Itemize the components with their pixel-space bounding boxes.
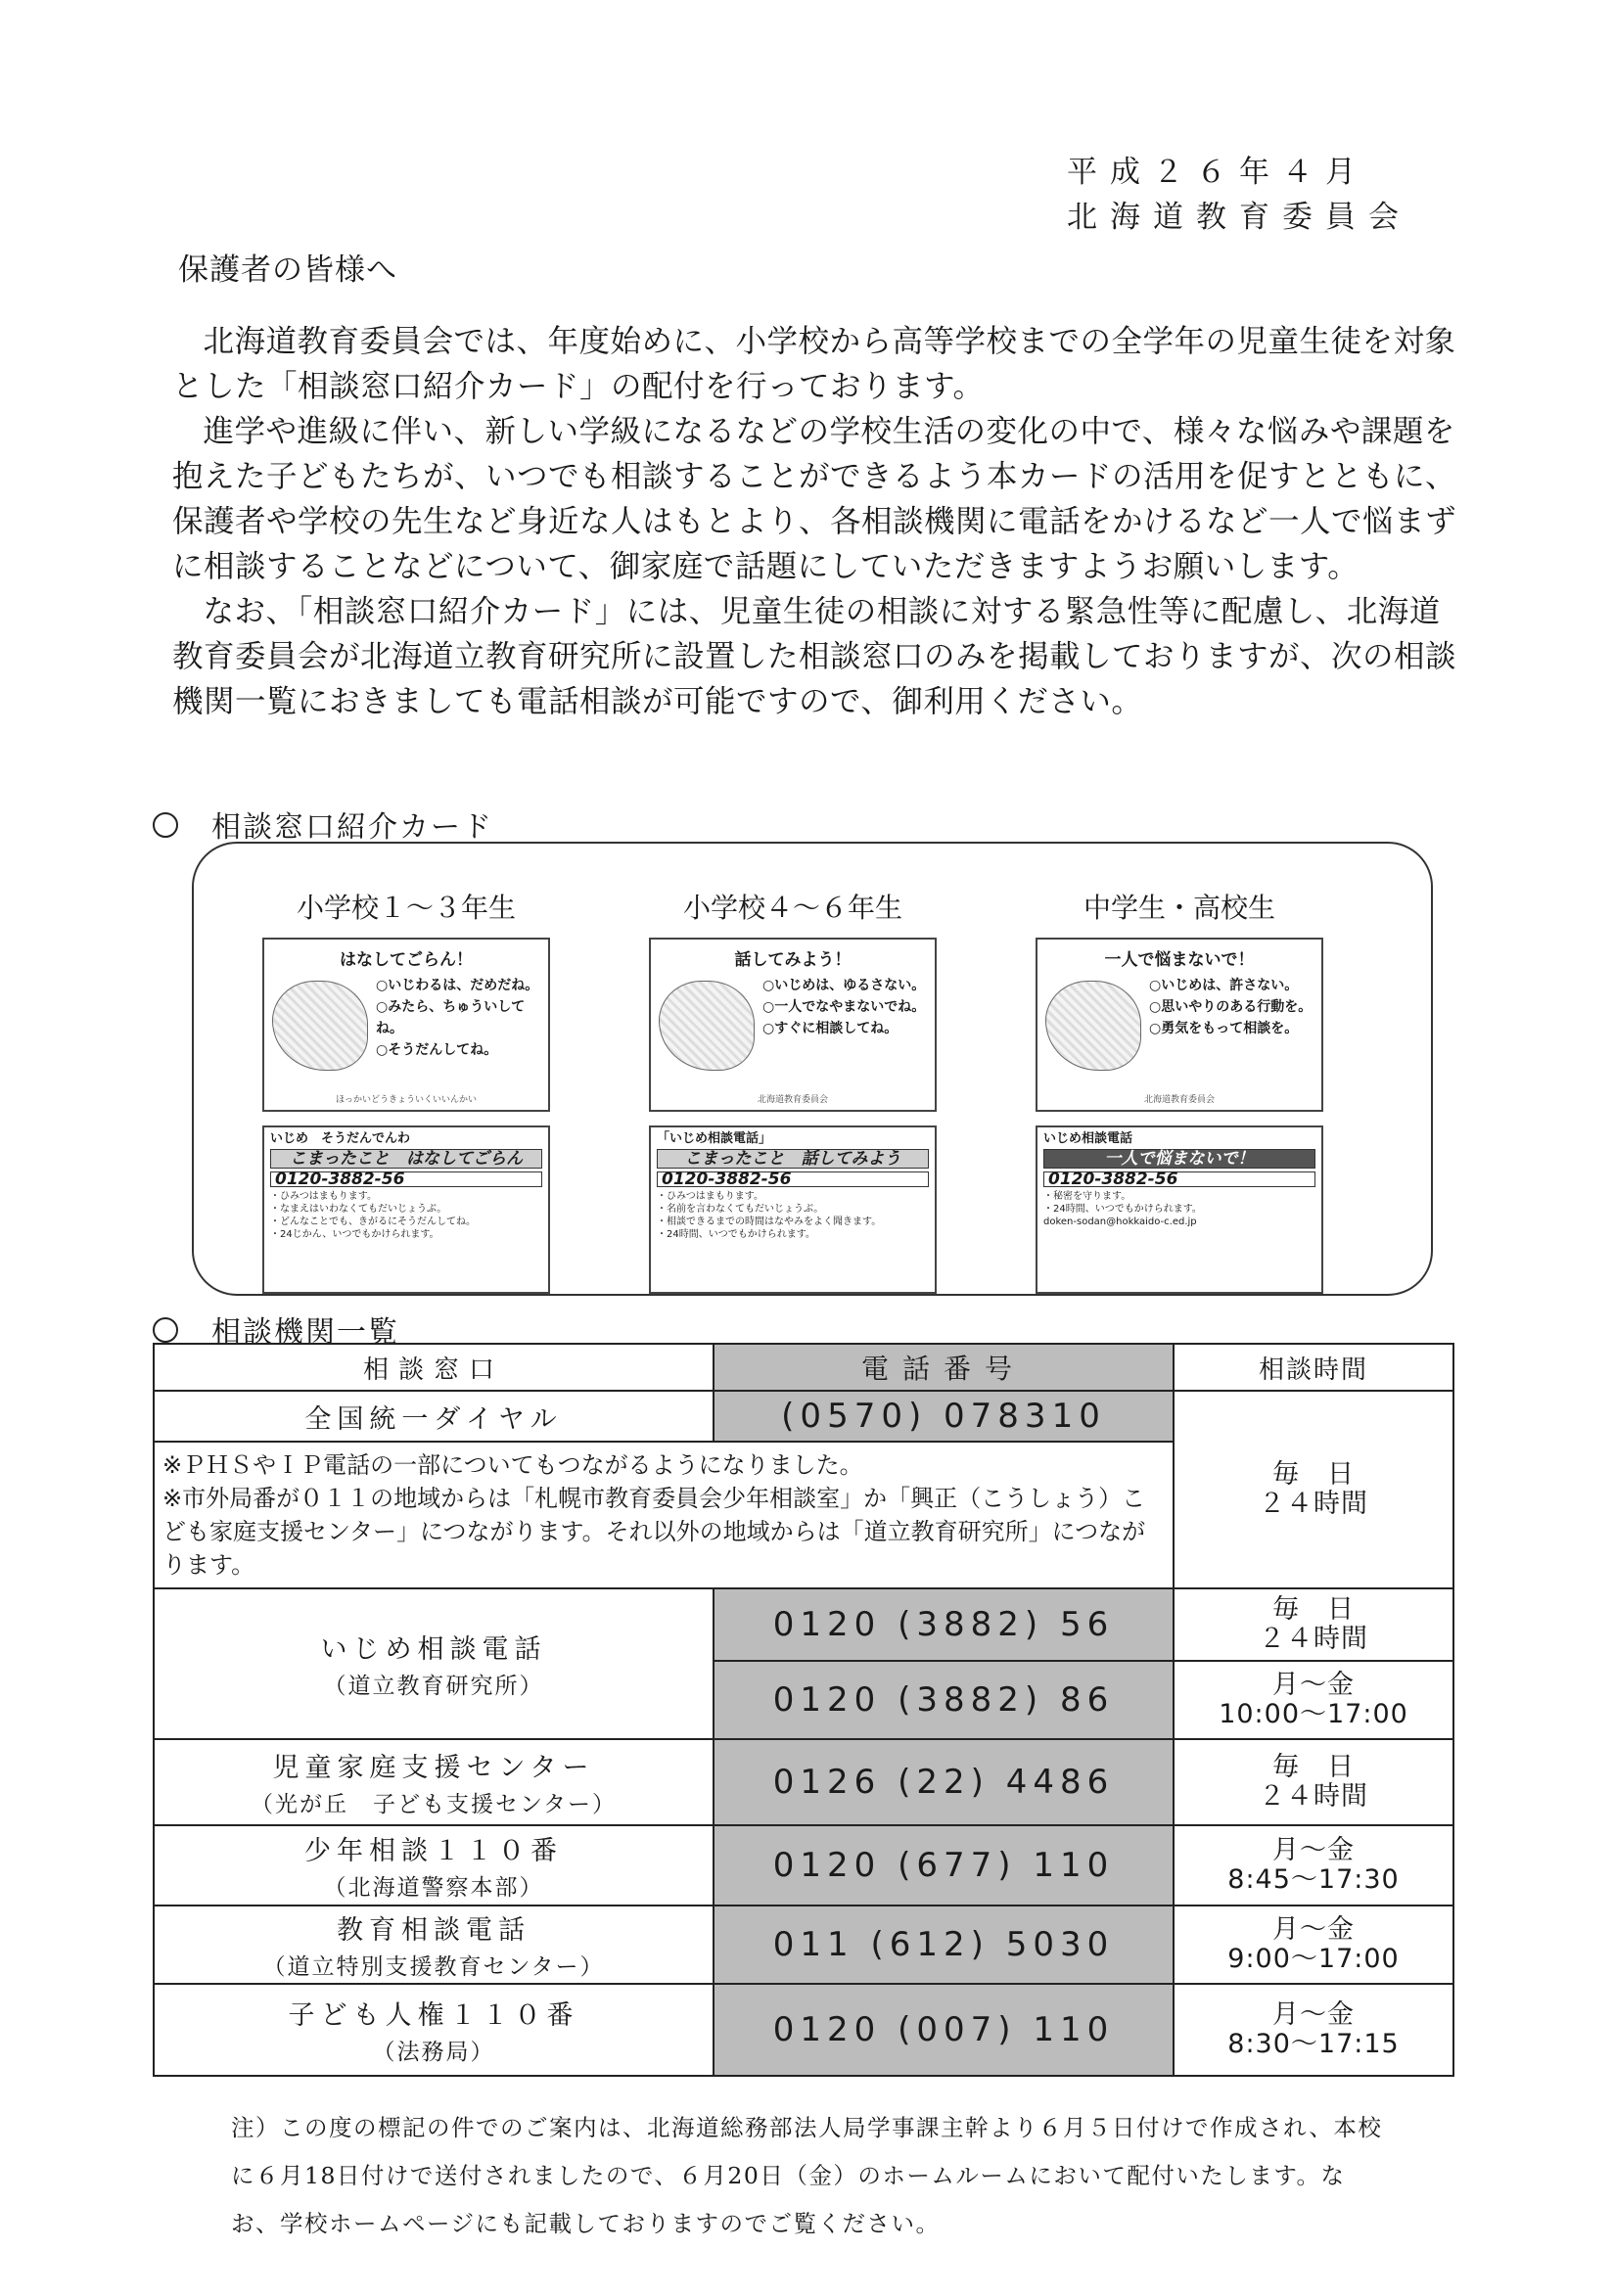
hours-cell xyxy=(1174,1984,1453,2076)
hours-days: 毎 日 xyxy=(1272,1752,1355,1782)
list-item: ・名前を言わなくてもだいじょうぶ。 xyxy=(657,1204,824,1215)
issuer-name: 北海道教育委員会 xyxy=(1067,200,1411,235)
hours-cell xyxy=(1174,1391,1453,1588)
header-cell-phone: 電話番号 xyxy=(714,1344,1174,1391)
agency-subname: （北海道警察本部） xyxy=(323,1875,544,1901)
rabbit-mascot-icon xyxy=(659,981,755,1071)
hours-cell xyxy=(1174,1588,1453,1661)
hours-range: 10:00～17:00 xyxy=(1219,1699,1408,1729)
card-front xyxy=(262,938,550,1112)
card-back-title: いじめ相談電話 xyxy=(1043,1131,1133,1146)
list-item: ○一人でなやまないでね。 xyxy=(762,999,926,1015)
note-cell xyxy=(154,1442,1174,1588)
list-item: ○いじめは、許さない。 xyxy=(1149,978,1299,993)
card-front-footer: 北海道教育委員会 xyxy=(1143,1095,1215,1105)
agency-subname: （光が丘 子ども支援センター） xyxy=(250,1792,618,1817)
list-item: ○いじめは、ゆるさない。 xyxy=(762,978,926,993)
hours-cell xyxy=(1174,1825,1453,1906)
footnote: 注）この度の標記の件でのご案内は、北海道総務部法人局学事課主幹より６月５日付けで作成され、本校に６月18日付けで送付されましたので、６月20日（金）のホームルームにおいて配付いたします。なお、学校ホームページにも記載しておりますのでご覧ください。 xyxy=(231,2114,1383,2237)
card-title: 中学生・高校生 xyxy=(1083,892,1275,924)
card-front-list xyxy=(376,975,542,1061)
card-front xyxy=(1036,938,1323,1112)
rabbit-mascot-icon xyxy=(1045,981,1141,1071)
agency-name-cell xyxy=(154,1391,714,1442)
paragraph: 進学や進級に伴い、新しい学級になるなどの学校生活の変化の中で、様々な悩みや課題を抱えた子どもたちが、いつでも相談することができるよう本カードの活用を促すとともに、保護者や学校の先生など身近な人はもとより、各相談機関に電話をかけるなど一人で悩まずに相談することなどについて、御家庭で話題にしていただきますようお願いします。 xyxy=(172,414,1457,584)
agency-subname: （法務局） xyxy=(372,2040,495,2065)
hours-range: 8:45～17:30 xyxy=(1227,1864,1400,1895)
body-text xyxy=(172,319,1456,724)
card-back-banner: 一人で悩まないで！ xyxy=(1043,1149,1315,1169)
card-title: 小学校４～６年生 xyxy=(682,892,902,924)
section-heading-text: 相談機関一覧 xyxy=(211,1315,399,1350)
table-header-row xyxy=(154,1344,1453,1391)
list-item: ○すぐに相談してね。 xyxy=(762,1021,899,1036)
table-row xyxy=(154,1588,1453,1661)
agency-name: 教育相談電話 xyxy=(337,1915,530,1946)
card-front-list xyxy=(762,975,929,1039)
list-item: ○勇気をもって相談を。 xyxy=(1149,1021,1299,1036)
hours-range: ２４時間 xyxy=(1259,1489,1368,1519)
hours-range: ２４時間 xyxy=(1259,1624,1368,1654)
note-line: ※市外局番が０１１の地域からは「札幌市教育委員会少年相談室」か「興正（こうしょう）こども家庭支援センター」につながります。それ以外の地域からは「道立教育研究所」につながります。 xyxy=(162,1485,1146,1579)
card-front xyxy=(649,938,937,1112)
paragraph: 北海道教育委員会では、年度始めに、小学校から高等学校までの全学年の児童生徒を対象とした「相談窓口紹介カード」の配付を行っております。 xyxy=(172,324,1456,404)
agency-name: 子ども人権１１０番 xyxy=(288,2000,579,2031)
phone-number: 0120 (3882) 56 xyxy=(714,1588,1174,1661)
list-item: doken-sodan@hokkaido-c.ed.jp xyxy=(1043,1217,1197,1227)
card-back-banner: こまったこと はなしてごらん xyxy=(270,1149,542,1169)
hours-cell xyxy=(1174,1906,1453,1984)
card-back-bullets xyxy=(1043,1190,1315,1228)
card-front-heading: はなしてごらん！ xyxy=(340,950,473,970)
hours-range: ２４時間 xyxy=(1259,1781,1368,1812)
header-cell-time: 相談時間 xyxy=(1174,1344,1453,1391)
hours-days: 月～金 xyxy=(1272,1670,1355,1700)
circle-bullet-icon xyxy=(153,812,178,838)
agency-name: 児童家庭支援センター xyxy=(272,1753,595,1783)
list-item: ・なまえはいわなくてもだいじょうぶ。 xyxy=(270,1204,447,1215)
card-title: 小学校１～３年生 xyxy=(296,892,516,924)
card-back xyxy=(262,1125,550,1294)
salutation: 保護者の皆様へ xyxy=(178,253,397,288)
hours-days: 月～金 xyxy=(1272,1999,1355,2030)
list-item: ・24時間、いつでもかけられます。 xyxy=(1043,1204,1202,1215)
card-secondary xyxy=(1036,887,1323,1294)
hours-cell xyxy=(1174,1739,1453,1825)
list-item: ・相談できるまでの時間はなやみをよく聞きます。 xyxy=(657,1217,882,1227)
list-item: ・ひみつはまもります。 xyxy=(657,1191,763,1202)
hours-range: 9:00～17:00 xyxy=(1227,1944,1400,1974)
table-row xyxy=(154,1391,1453,1442)
list-item: ・どんなことでも、きがるにそうだんしてね。 xyxy=(270,1217,476,1227)
rabbit-mascot-icon xyxy=(272,981,368,1071)
agency-name: いじめ相談電話 xyxy=(320,1634,547,1665)
card-back-bullets xyxy=(270,1190,542,1241)
agency-name-cell xyxy=(154,1739,714,1825)
list-item: ○そうだんしてね。 xyxy=(376,1042,498,1058)
card-back-phone: 0120-3882-56 xyxy=(657,1171,929,1187)
card-back-banner: こまったこと 話してみよう xyxy=(657,1149,929,1169)
card-front-list xyxy=(1149,975,1315,1039)
agency-name: 全国統一ダイヤル xyxy=(304,1403,563,1435)
agency-subname: （道立教育研究所） xyxy=(323,1674,544,1699)
phone-number: 0120 (677) 110 xyxy=(714,1825,1174,1906)
circle-bullet-icon xyxy=(153,1317,178,1343)
table-row xyxy=(154,1984,1453,2076)
list-item: ○みたら、ちゅういしてね。 xyxy=(376,999,526,1036)
phone-number: 0120 (3882) 86 xyxy=(714,1661,1174,1739)
card-front-heading: 一人で悩まないで！ xyxy=(1104,950,1255,970)
agency-subname: （道立特別支援教育センター） xyxy=(262,1954,605,1980)
phone-number: 0126 (22) 4486 xyxy=(714,1739,1174,1825)
card-back xyxy=(649,1125,937,1294)
section-heading-cards xyxy=(153,803,493,846)
list-item: ○思いやりのある行動を。 xyxy=(1149,999,1313,1015)
agency-name-cell xyxy=(154,1984,714,2076)
card-elementary-lower xyxy=(262,887,550,1294)
phone-number: 0120 (007) 110 xyxy=(714,1984,1174,2076)
card-elementary-upper xyxy=(649,887,937,1294)
section-heading-text: 相談窓口紹介カード xyxy=(211,810,493,845)
document-date: 平成２６年４月 xyxy=(1067,155,1368,190)
agency-table xyxy=(153,1343,1454,2077)
card-back-title: いじめ そうだんでんわ xyxy=(270,1131,411,1146)
list-item: ・24時間、いつでもかけられます。 xyxy=(657,1229,815,1240)
card-frame xyxy=(192,842,1433,1296)
header-cell-name: 相談窓口 xyxy=(154,1344,714,1391)
paragraph: なお、「相談窓口紹介カード」には、児童生徒の相談に対する緊急性等に配慮し、北海道教育委員会が北海道立教育研究所に設置した相談窓口のみを掲載しておりますが、次の相談機関一覧におきましても電話相談が可能ですので、御利用ください。 xyxy=(172,594,1457,719)
card-front-footer: ほっかいどうきょういくいいんかい xyxy=(335,1095,477,1105)
hours-range: 8:30～17:15 xyxy=(1227,2029,1400,2059)
list-item: ・ひみつはまもります。 xyxy=(270,1191,377,1202)
card-back-phone: 0120-3882-56 xyxy=(1043,1171,1315,1187)
card-front-heading: 話してみよう！ xyxy=(734,950,852,970)
table-row xyxy=(154,1739,1453,1825)
phone-number: (0570) 078310 xyxy=(714,1391,1174,1442)
list-item: ・24じかん、いつでもかけられます。 xyxy=(270,1229,439,1240)
card-back-phone: 0120-3882-56 xyxy=(270,1171,542,1187)
list-item: ・秘密を守ります。 xyxy=(1043,1191,1131,1202)
agency-name: 少年相談１１０番 xyxy=(304,1836,563,1866)
card-back-title: 「いじめ相談電話」 xyxy=(657,1131,772,1146)
hours-cell xyxy=(1174,1661,1453,1739)
agency-name-cell xyxy=(154,1588,714,1739)
list-item: ○いじわるは、だめだね。 xyxy=(376,978,539,993)
card-back xyxy=(1036,1125,1323,1294)
table-row xyxy=(154,1825,1453,1906)
hours-days: 月～金 xyxy=(1272,1914,1355,1945)
agency-name-cell xyxy=(154,1825,714,1906)
hours-days: 月～金 xyxy=(1272,1835,1355,1865)
card-back-bullets xyxy=(657,1190,929,1241)
hours-days: 毎 日 xyxy=(1272,1459,1355,1490)
card-front-footer: 北海道教育委員会 xyxy=(757,1095,828,1105)
note-line: ※ＰＨＳやＩＰ電話の一部についてもつながるようになりました。 xyxy=(162,1451,863,1479)
hours-days: 毎 日 xyxy=(1272,1594,1355,1625)
agency-name-cell xyxy=(154,1906,714,1984)
phone-number: 011 (612) 5030 xyxy=(714,1906,1174,1984)
table-row xyxy=(154,1906,1453,1984)
